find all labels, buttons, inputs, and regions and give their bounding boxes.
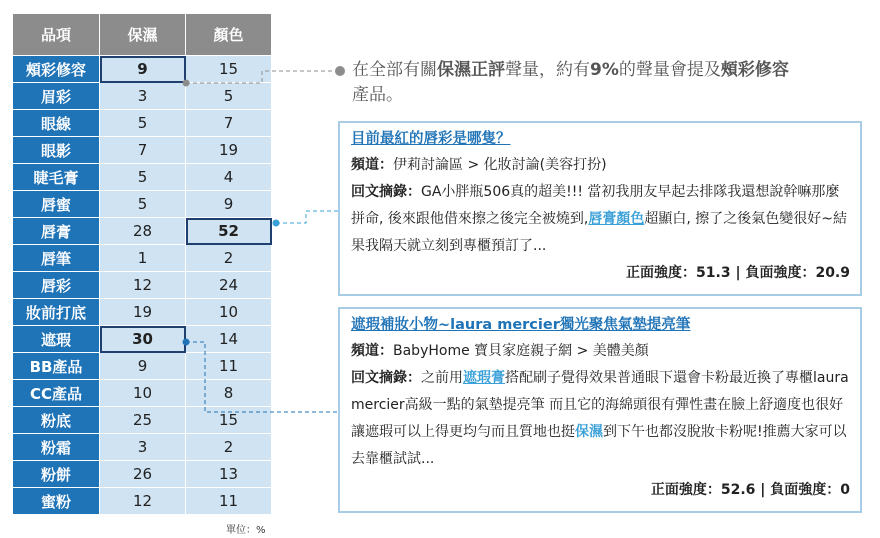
post-title-link[interactable]: 遮瑕補妝小物~laura mercier獨光聚焦氣墊提亮筆 — [351, 317, 691, 333]
note-text: 的聲量會提及 — [618, 60, 721, 80]
sentiment-score: 正面強度：51.3 | 負面強度：20.9 — [626, 265, 850, 281]
insight-note — [336, 58, 856, 108]
color-value-cell: 15 — [186, 56, 272, 83]
color-value-cell: 24 — [186, 272, 272, 299]
channel-label: 頻道： — [351, 157, 393, 173]
item-name-cell: 遮瑕 — [13, 326, 100, 353]
moisture-value-cell: 9 — [100, 56, 186, 83]
item-name-cell: 頰彩修容 — [13, 56, 100, 83]
item-name-cell: 唇蜜 — [13, 191, 100, 218]
item-name-cell: CC產品 — [13, 380, 100, 407]
header-moisture: 保濕 — [100, 14, 186, 56]
moisture-value-cell: 7 — [100, 137, 186, 164]
moisture-value-cell: 5 — [100, 191, 186, 218]
table-row — [13, 326, 272, 353]
note-emphasis: 9% — [590, 60, 619, 80]
moisture-value-cell: 1 — [100, 245, 186, 272]
post-title-link[interactable]: 目前最紅的唇彩是哪隻？ — [351, 131, 511, 147]
connector-line — [276, 211, 338, 223]
color-value-cell: 11 — [186, 353, 272, 380]
post-excerpt — [351, 179, 850, 260]
excerpt-text: 超顯白, 擦了之後氣色變很好~結果我隔天就立刻到專櫃預訂了... — [351, 211, 847, 254]
item-name-cell: 眼線 — [13, 110, 100, 137]
sentiment-score: 正面強度：52.6 | 負面強度：0 — [650, 482, 850, 498]
item-name-cell: BB產品 — [13, 353, 100, 380]
excerpt-text: 搭配刷子覺得效果普通眼下還會卡粉最近換了專櫃laura mercier高級一點的氣墊提亮筆 而且它的海綿頭很有彈性畫在臉上舒適度也很好讓遮瑕可以上得更均勻而且質地也挺 — [351, 370, 849, 440]
table-row — [13, 380, 272, 407]
excerpt-text: 之前用 — [421, 370, 463, 386]
item-name-cell: 粉餅 — [13, 461, 100, 488]
header-color: 顏色 — [186, 14, 272, 56]
item-name-cell: 唇膏 — [13, 218, 100, 245]
table-header-row — [13, 14, 272, 56]
post-excerpt — [351, 365, 850, 473]
excerpt-text: 到下午也都沒脫妝卡粉呢!推薦大家可以去靠櫃試試... — [351, 424, 847, 467]
moisture-value-cell: 10 — [100, 380, 186, 407]
item-name-cell: 粉底 — [13, 407, 100, 434]
color-value-cell: 19 — [186, 137, 272, 164]
table-row — [13, 434, 272, 461]
note-text: 聲量，約有 — [505, 60, 590, 80]
table-row — [13, 353, 272, 380]
table-row — [13, 56, 272, 83]
table-row — [13, 164, 272, 191]
moisture-value-cell: 26 — [100, 461, 186, 488]
table-row — [13, 83, 272, 110]
post-channel — [351, 338, 850, 365]
table-row — [13, 137, 272, 164]
header-item: 品項 — [13, 14, 100, 56]
color-value-cell: 13 — [186, 461, 272, 488]
category-table — [13, 14, 272, 515]
table-row — [13, 488, 272, 515]
moisture-value-cell: 12 — [100, 488, 186, 515]
table-row — [13, 272, 272, 299]
moisture-value-cell: 5 — [100, 164, 186, 191]
color-value-cell: 7 — [186, 110, 272, 137]
excerpt-label: 回文摘錄： — [351, 184, 421, 200]
table-row — [13, 245, 272, 272]
moisture-value-cell: 9 — [100, 353, 186, 380]
table-row — [13, 218, 272, 245]
excerpt-text: GA小胖瓶506真的超美!!! 當初我朋友早起去排隊我還想說幹嘛那麼拼命, 後來跟他借來擦之後完全被燒到, — [351, 184, 840, 227]
moisture-value-cell: 12 — [100, 272, 186, 299]
moisture-value-cell: 19 — [100, 299, 186, 326]
excerpt-keyword: 遮瑕膏 — [463, 370, 505, 386]
table-row — [13, 407, 272, 434]
note-emphasis: 頰彩修容 — [720, 60, 789, 80]
item-name-cell: 唇筆 — [13, 245, 100, 272]
item-name-cell: 眼影 — [13, 137, 100, 164]
moisture-value-cell: 3 — [100, 434, 186, 461]
item-name-cell: 妝前打底 — [13, 299, 100, 326]
connector-dot — [273, 220, 280, 227]
excerpt-keyword: 保濕 — [575, 424, 603, 440]
table-row — [13, 110, 272, 137]
color-value-cell: 52 — [186, 218, 272, 245]
moisture-value-cell: 25 — [100, 407, 186, 434]
item-name-cell: 粉霜 — [13, 434, 100, 461]
moisture-value-cell: 5 — [100, 110, 186, 137]
channel-value: 伊莉討論區 > 化妝討論(美容打扮) — [393, 157, 607, 173]
moisture-value-cell: 3 — [100, 83, 186, 110]
color-value-cell: 9 — [186, 191, 272, 218]
unit-label: 單位：% — [226, 525, 266, 536]
note-text: 在全部有關 — [352, 60, 437, 80]
color-value-cell: 14 — [186, 326, 272, 353]
item-name-cell: 蜜粉 — [13, 488, 100, 515]
post-card-concealer — [338, 307, 862, 513]
color-value-cell: 11 — [186, 488, 272, 515]
item-name-cell: 睫毛膏 — [13, 164, 100, 191]
note-emphasis: 保濕正評 — [437, 60, 505, 80]
moisture-value-cell: 30 — [100, 326, 186, 353]
channel-value: BabyHome 寶貝家庭親子網 > 美體美顏 — [393, 343, 649, 359]
excerpt-label: 回文摘錄： — [351, 370, 421, 386]
color-value-cell: 2 — [186, 245, 272, 272]
note-text: 產品。 — [352, 85, 403, 105]
color-value-cell: 15 — [186, 407, 272, 434]
item-name-cell: 唇彩 — [13, 272, 100, 299]
post-card-lipstick — [338, 121, 862, 296]
color-value-cell: 5 — [186, 83, 272, 110]
item-name-cell: 眉彩 — [13, 83, 100, 110]
color-value-cell: 2 — [186, 434, 272, 461]
excerpt-keyword: 唇膏顏色 — [588, 211, 645, 227]
post-channel — [351, 152, 850, 179]
color-value-cell: 4 — [186, 164, 272, 191]
table-row — [13, 461, 272, 488]
table-row — [13, 191, 272, 218]
table-row — [13, 299, 272, 326]
moisture-value-cell: 28 — [100, 218, 186, 245]
color-value-cell: 8 — [186, 380, 272, 407]
color-value-cell: 10 — [186, 299, 272, 326]
channel-label: 頻道： — [351, 343, 393, 359]
